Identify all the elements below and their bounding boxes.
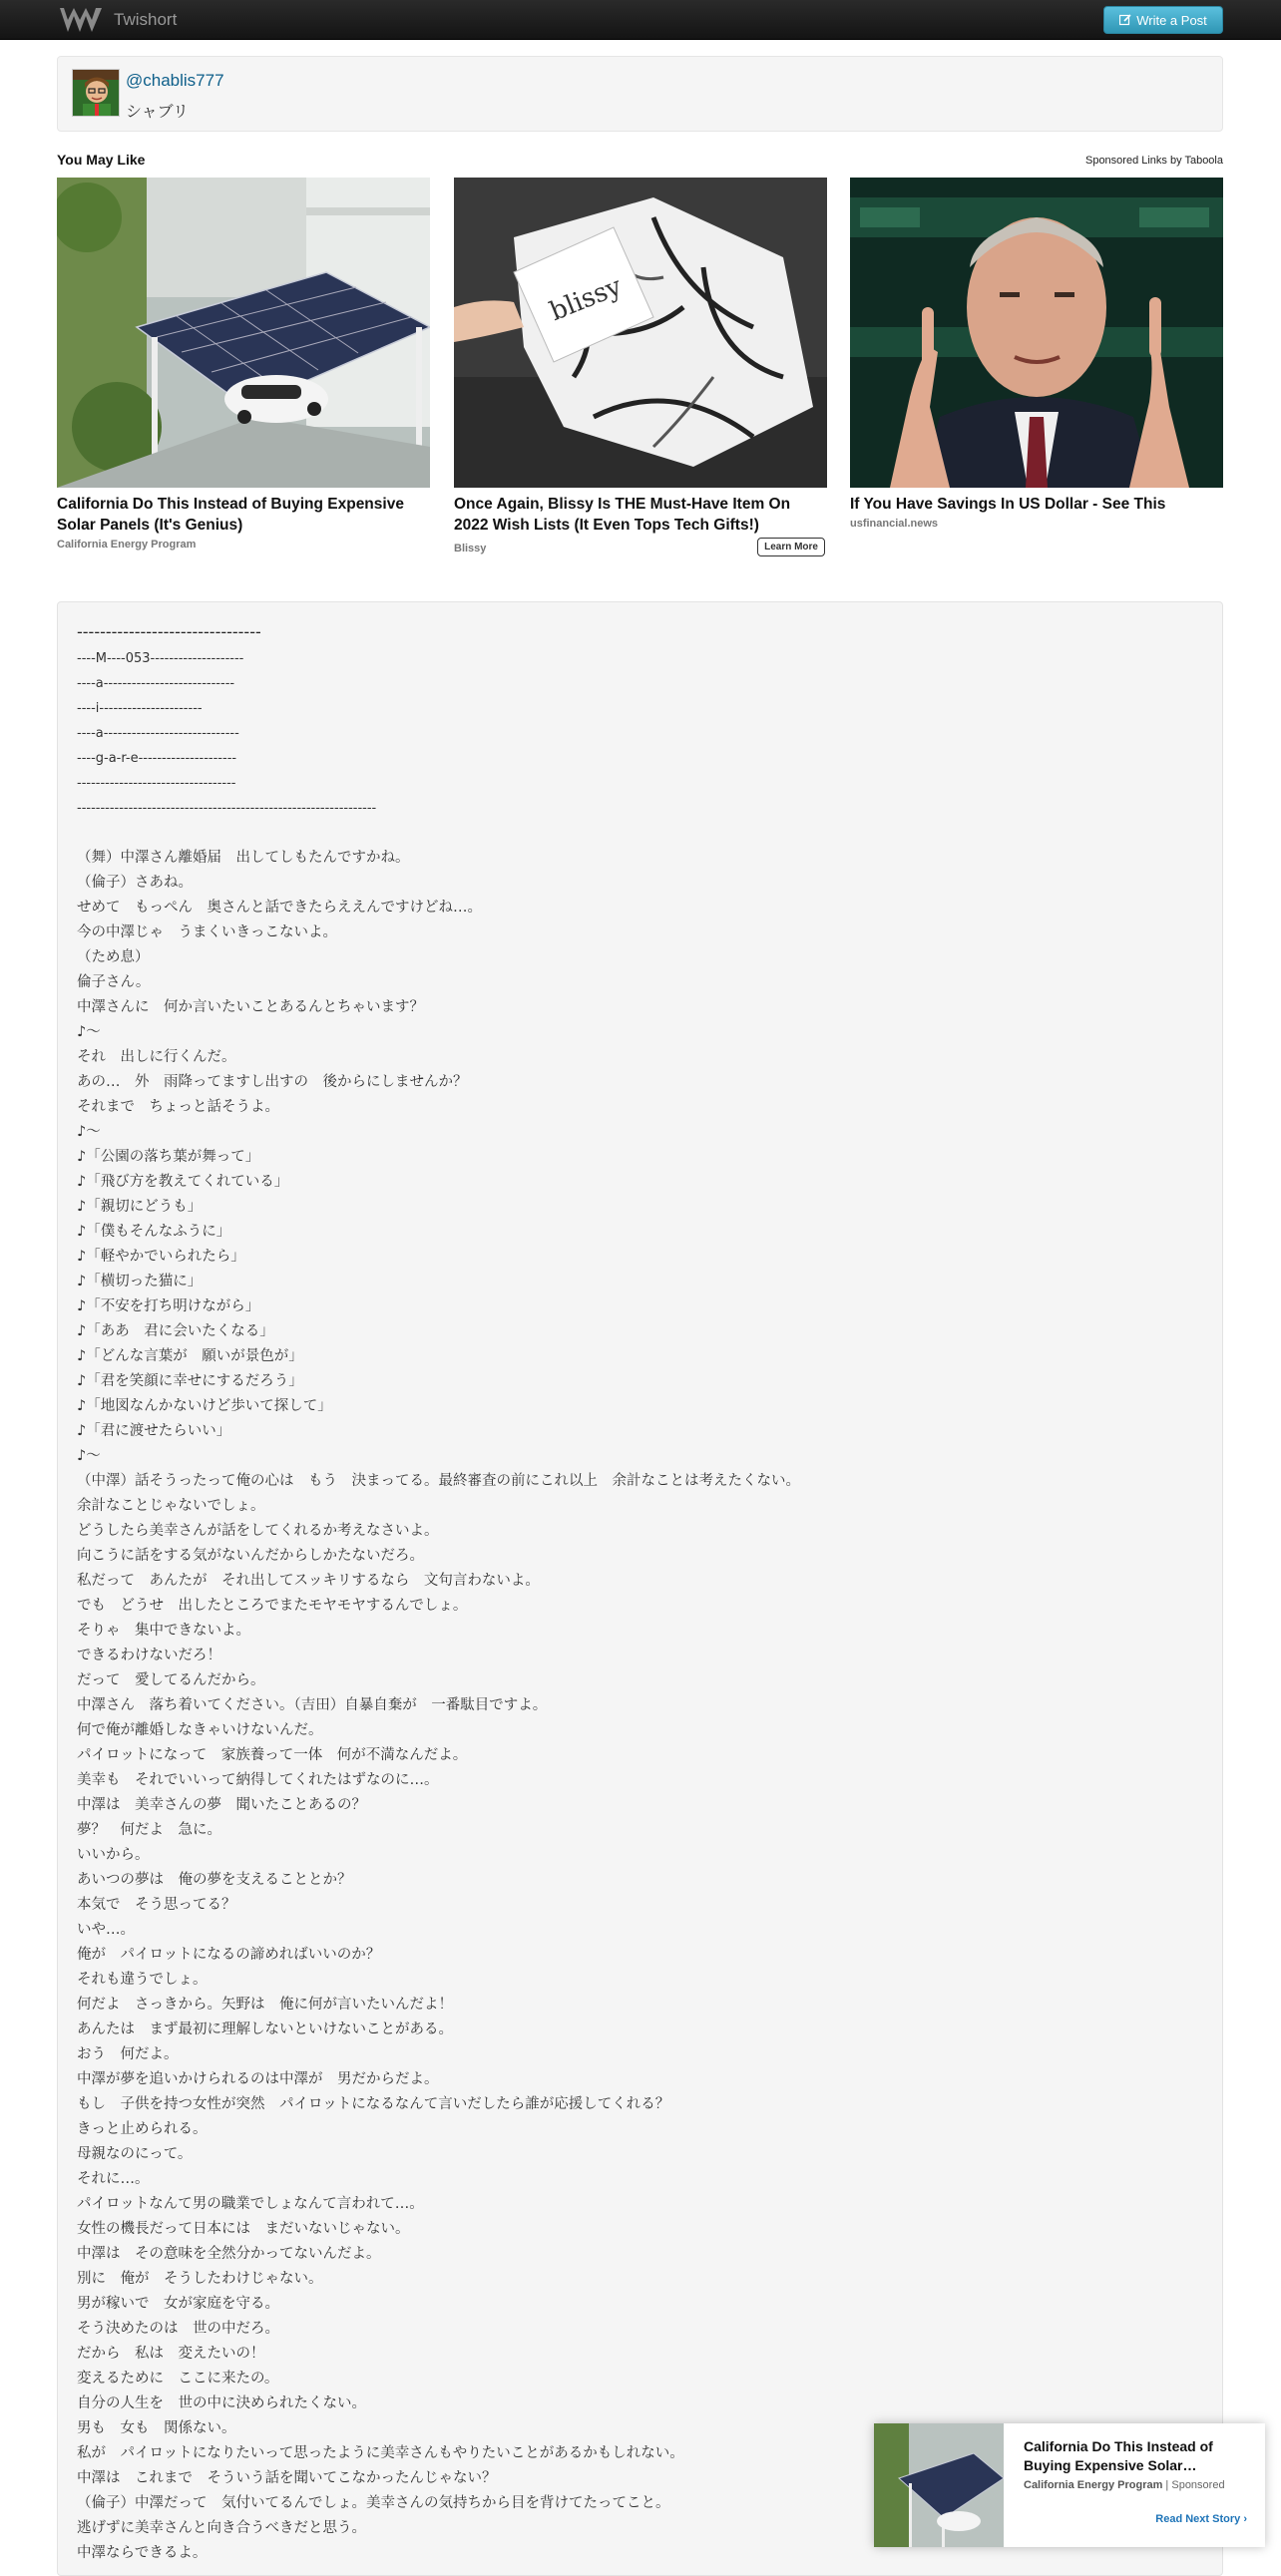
post-line: ♪「飛び方を教えてくれている」 [77,1174,289,1190]
ad-source-savings: usfinancial.news [850,518,939,530]
post-line: 今の中澤じゃ うまくいきっこないよ。 [77,924,337,940]
ad-title-solar[interactable]: California Do This Instead of Buying Expensive Solar Panels (It's Genius) [57,496,404,534]
post-line: 私が パイロットになりたいって思ったように美幸さんもやりたいことがあるかもしれない。 [77,2445,684,2461]
post-line: そう決めたのは 世の中だろ。 [77,2321,279,2337]
read-next-story-link[interactable]: Read Next Story › [1155,2513,1247,2525]
post-line: （中澤）話そうったって俺の心は もう 決まってる。最終審査の前にこれ以上 余計なことは考えたくない。 [77,1473,800,1489]
post-line: ----i---------------------- [77,701,203,716]
post-line: ----a----------------------------- [77,726,239,741]
post-line: パイロットなんて男の職業でしょなんて言われて…。 [77,2196,424,2212]
recommendations-title: You May Like [57,152,146,168]
sponsored-links-label[interactable]: Sponsored Links by Taboola [1084,155,1223,167]
post-line: 中澤が夢を追いかけられるのは中澤が 男だからだよ。 [77,2071,439,2087]
post-line: ♪「どんな言葉が 願いが景色が」 [77,1348,303,1364]
ad-card-blissy[interactable] [454,178,827,554]
post-line: 中澤は その意味を全然分かってないんだよ。 [77,2246,381,2262]
ad-card-solar[interactable] [57,178,430,551]
twishort-logo-icon [58,6,104,34]
post-line: （倫子）さあね。 [77,875,193,891]
post-line: （ため息） [77,949,150,965]
post-line: 俺が パイロットになるの諦めればいいのか？ [77,1947,381,1963]
post-line: 逃げずに美幸さんと向き合うべきだと思う。 [77,2520,366,2536]
author-display-name: シャブリ [126,102,190,121]
post-line: いや…。 [77,1922,135,1938]
write-post-label: Write a Post [1136,12,1207,28]
post-line: ♪～ [77,1024,101,1040]
post-line: ♪～ [77,1124,101,1140]
post-line: 変えるために ここに来たの。 [77,2371,279,2387]
post-line: だって 愛してるんだから。 [77,1672,265,1688]
post-body [57,601,1223,2576]
post-line: できるわけないだろ！ [77,1648,221,1663]
post-line: それに…。 [77,2171,150,2187]
author-handle-link[interactable]: @chablis777 [126,71,224,90]
post-line: 美幸も それでいいって納得してくれたはずなのに…。 [77,1772,439,1788]
post-line: ♪～ [77,1448,101,1464]
learn-more-button[interactable]: Learn More [757,538,825,556]
ad-source-solar: California Energy Program [57,539,197,551]
post-line: （倫子）中澤だって 気付いてるんでしょ。美幸さんの気持ちから目を背けてたってこと。 [77,2495,670,2511]
post-line: でも どうせ 出したところでまたモヤモヤするんでしょ。 [77,1598,468,1614]
post-line: どうしたら美幸さんが話をしてくれるか考えなさいよ。 [77,1523,439,1539]
post-line: -------------------------------- [77,622,261,641]
post-line: ----g-a-r-e--------------------- [77,751,237,766]
ad-title-savings[interactable]: If You Have Savings In US Dollar - See This [850,496,1166,513]
write-post-button[interactable] [1103,6,1223,34]
post-line: 女性の機長だって日本には まだいないじゃない。 [77,2221,410,2237]
post-line: 男が稼いで 女が家庭を守る。 [77,2296,279,2312]
post-line: ♪「僕もそんなふうに」 [77,1224,231,1240]
post-line: 倫子さん。 [77,974,151,990]
brand-link[interactable] [58,5,177,35]
post-line: 夢？ 何だよ 急に。 [77,1822,221,1838]
popup-title[interactable]: California Do This Instead of Buying Expensive Solar… [1024,2438,1213,2473]
ad-image-savings[interactable] [850,178,1223,488]
avatar[interactable] [72,69,120,117]
post-line: （舞）中澤さん離婚届 出してしもたんですかね。 [77,850,410,866]
post-line: 何だよ さっきから。矢野は 俺に何が言いたいんだよ！ [77,1997,453,2013]
post-line: ♪「地図なんかないけど歩いて探して」 [77,1398,332,1414]
popup-source: California Energy Program | Sponsored [1024,2479,1225,2491]
post-line: きっと止められる。 [77,2121,208,2137]
post-line: 自分の人生を 世の中に決められたくない。 [77,2395,366,2411]
ad-image-solar[interactable] [57,178,430,488]
post-line: 中澤ならできるよ。 [77,2545,208,2561]
post-line: 私だって あんたが それ出してスッキリするなら 文句言わないよ。 [77,1573,540,1589]
post-line: ---------------------------------------------------------------- [77,801,377,816]
post-line: 余計なことじゃないでしょ。 [77,1498,265,1514]
post-line: あんたは まず最初に理解しないといけないことがある。 [77,2022,453,2037]
post-line: ♪「君に渡せたらいい」 [77,1423,231,1439]
post-line: 男も 女も 関係ない。 [77,2420,236,2436]
post-text [77,618,1203,2566]
post-line: 中澤さんに 何か言いたいことあるんとちゃいます？ [77,999,424,1015]
post-line: ♪「不安を打ち明けながら」 [77,1298,260,1314]
avatar-image [73,70,120,117]
post-line: 中澤は 美幸さんの夢 聞いたことあるの？ [77,1797,366,1813]
top-navbar [0,0,1281,40]
post-line: ♪「親切にどうも」 [77,1199,203,1215]
popup-image[interactable] [874,2423,1004,2547]
post-line: もし 子供を持つ女性が突然 パイロットになるなんて言いだしたら誰が応援してくれる？ [77,2096,670,2112]
post-line: いいから。 [77,1847,150,1863]
post-line: そりゃ 集中できないよ。 [77,1623,250,1639]
post-line: 母親なのにって。 [77,2146,193,2162]
post-line: ---------------------------------- [77,776,236,791]
post-line: ♪「軽やかでいられたら」 [77,1249,245,1265]
post-line: ♪「ああ 君に会いたくなる」 [77,1323,274,1339]
post-line: あの… 外 雨降ってますし出すの 後からにしませんか？ [77,1074,468,1090]
post-line: ♪「横切った猫に」 [77,1274,203,1289]
ad-source-blissy: Blissy [454,543,487,554]
ad-title-blissy[interactable]: Once Again, Blissy Is THE Must-Have Item On 2022 Wish Lists (It Even Tops Tech Gifts!) [454,496,791,534]
post-line: 中澤は これまで そういう話を聞いてこなかったんじゃない？ [77,2470,497,2486]
ad-card-savings[interactable] [850,178,1223,530]
post-line: パイロットになって 家族養って一体 何が不満なんだよ。 [77,1747,468,1763]
post-line: 向こうに話をする気がないんだからしかたないだろ。 [77,1548,424,1564]
edit-icon [1119,14,1131,26]
post-line: 何で俺が離婚しなきゃいけないんだ。 [77,1722,323,1738]
next-story-popup[interactable] [874,2423,1265,2547]
post-line: それ 出しに行くんだ。 [77,1049,236,1065]
post-line: ----a---------------------------- [77,676,235,691]
ad-image-blissy[interactable] [454,178,827,488]
post-line: 別に 俺が そうしたわけじゃない。 [77,2271,323,2287]
post-line: おう 何だよ。 [77,2046,179,2062]
post-line: それも違うでしょ。 [77,1972,208,1988]
post-line: ♪「君を笑顔に幸せにするだろう」 [77,1373,303,1389]
post-line: せめて もっぺん 奥さんと話できたらええんですけどね…。 [77,900,482,916]
chevron-right-icon: › [1243,2513,1247,2525]
post-line: だから 私は 変えたいの！ [77,2346,265,2362]
post-line: 本気で そう思ってる？ [77,1897,236,1913]
brand-name: Twishort [114,10,178,29]
post-line: あいつの夢は 俺の夢を支えることとか？ [77,1872,352,1888]
post-line [77,821,1203,846]
post-line: それまで ちょっと話そうよ。 [77,1099,279,1115]
post-line: ----M----053-------------------- [77,651,244,666]
author-card [57,56,1223,132]
blissy-box-text: blissy [545,271,627,328]
post-line: 中澤さん 落ち着いてください。（吉田）自暴自棄が 一番駄目ですよ。 [77,1697,548,1713]
post-line: ♪「公園の落ち葉が舞って」 [77,1149,260,1165]
